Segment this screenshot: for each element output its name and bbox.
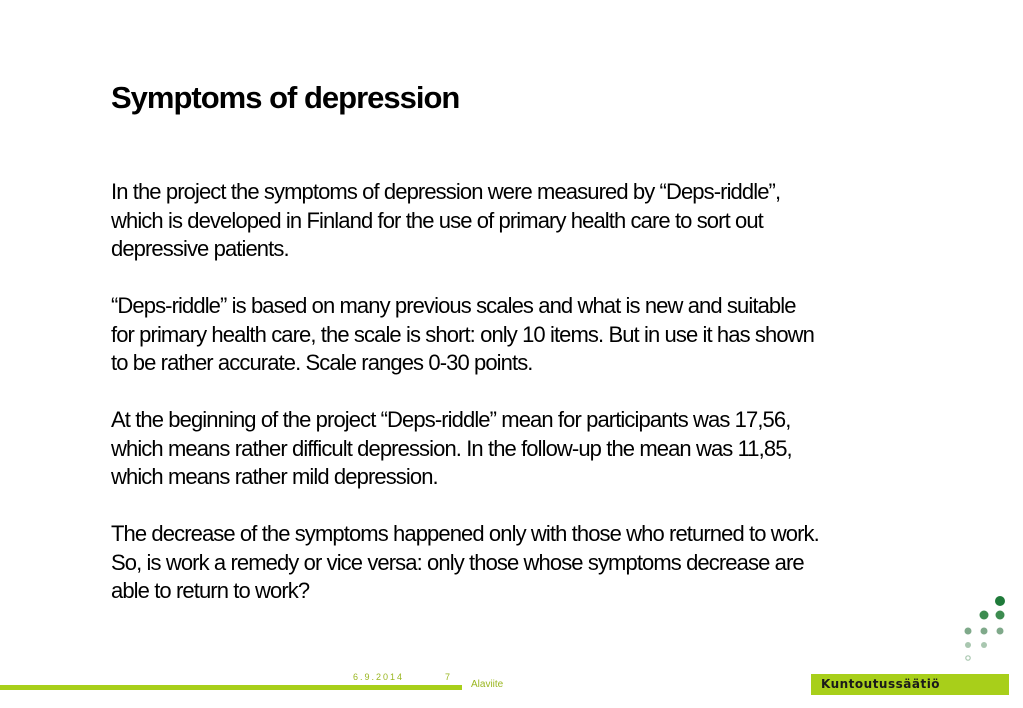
slide-title: Symptoms of depression xyxy=(111,80,460,115)
paragraph-deps-riddle-intro: In the project the symptoms of depression were measured by “Deps-riddle”, which is developed in Finland for the use of primary health care to sort out depressive patients. xyxy=(111,179,781,261)
dot xyxy=(965,642,971,648)
dot xyxy=(980,611,989,620)
paragraph-conclusion: The decrease of the symptoms happened only with those who returned to work. So, is work a remedy or vice versa: only those whose symptoms decrease are able to return to work? xyxy=(111,521,819,603)
slide-body xyxy=(111,178,971,606)
dot xyxy=(966,656,970,660)
paragraph-scale-description: “Deps-riddle” is based on many previous scales and what is new and suitable for primary health care, the scale is short: only 10 items. But in use it has shown to be rather accurate. Scale ranges 0-30 points. xyxy=(111,293,814,375)
brand-logo xyxy=(811,674,1009,695)
dot xyxy=(996,611,1005,620)
dots-pattern-icon xyxy=(962,595,1008,663)
page-number: 7 xyxy=(445,672,451,682)
dot xyxy=(981,628,988,635)
paragraph-results: At the beginning of the project “Deps-riddle” mean for participants was 17,56, which means rather difficult depression. In the follow-up the mean was 11,85, which means rather mild depression. xyxy=(111,407,792,489)
dot xyxy=(965,628,972,635)
brand-name: Kuntoutussäätiö xyxy=(821,677,941,691)
dot xyxy=(997,628,1004,635)
footer-accent-bar xyxy=(0,685,462,690)
dot xyxy=(995,596,1005,606)
footer-note: Alaviite xyxy=(471,679,504,690)
dot xyxy=(981,642,987,648)
footer-date: 6.9.2014 xyxy=(353,672,405,682)
